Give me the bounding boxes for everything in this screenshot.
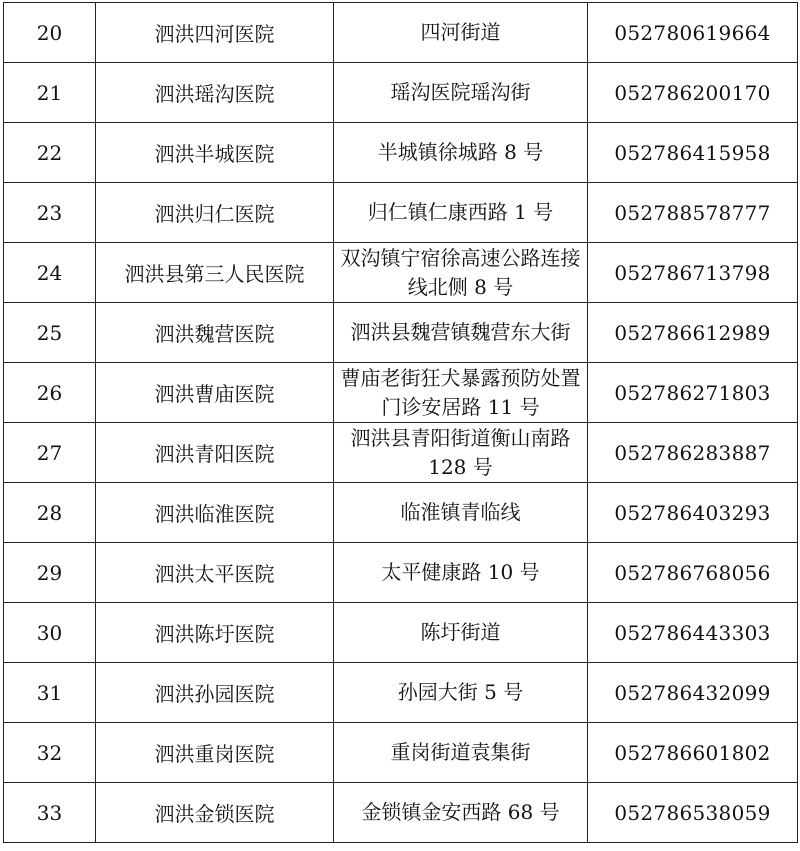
row-number: 24 — [4, 243, 96, 303]
hospital-phone: 052786432099 — [588, 663, 798, 723]
table-body — [4, 3, 798, 843]
hospital-phone: 052786415958 — [588, 123, 798, 183]
table-row — [4, 183, 798, 243]
table-row — [4, 123, 798, 183]
hospital-address: 归仁镇仁康西路 1 号 — [334, 183, 588, 243]
table-row — [4, 723, 798, 783]
table-row — [4, 663, 798, 723]
hospital-name: 泗洪归仁医院 — [96, 183, 334, 243]
hospital-name: 泗洪孙园医院 — [96, 663, 334, 723]
row-number: 26 — [4, 363, 96, 423]
hospital-address: 临淮镇青临线 — [334, 483, 588, 543]
hospital-address: 金锁镇金安西路 68 号 — [334, 783, 588, 843]
row-number: 25 — [4, 303, 96, 363]
table-row — [4, 483, 798, 543]
hospital-phone: 052788578777 — [588, 183, 798, 243]
table-row — [4, 63, 798, 123]
hospital-name: 泗洪县第三人民医院 — [96, 243, 334, 303]
row-number: 20 — [4, 3, 96, 63]
hospital-name: 泗洪陈圩医院 — [96, 603, 334, 663]
hospital-phone: 052786200170 — [588, 63, 798, 123]
hospital-phone: 052786601802 — [588, 723, 798, 783]
row-number: 32 — [4, 723, 96, 783]
table-row — [4, 603, 798, 663]
hospital-address: 曹庙老街狂犬暴露预防处置门诊安居路 11 号 — [334, 363, 588, 423]
row-number: 29 — [4, 543, 96, 603]
row-number: 31 — [4, 663, 96, 723]
hospital-phone: 052786403293 — [588, 483, 798, 543]
hospital-address: 陈圩街道 — [334, 603, 588, 663]
hospital-table — [3, 2, 798, 843]
hospital-address: 重岗街道袁集街 — [334, 723, 588, 783]
row-number: 22 — [4, 123, 96, 183]
hospital-address: 四河街道 — [334, 3, 588, 63]
hospital-name: 泗洪青阳医院 — [96, 423, 334, 483]
hospital-name: 泗洪太平医院 — [96, 543, 334, 603]
table-row — [4, 423, 798, 483]
hospital-address: 双沟镇宁宿徐高速公路连接线北侧 8 号 — [334, 243, 588, 303]
hospital-address: 泗洪县青阳街道衡山南路 128 号 — [334, 423, 588, 483]
row-number: 30 — [4, 603, 96, 663]
hospital-name: 泗洪四河医院 — [96, 3, 334, 63]
hospital-phone: 052786612989 — [588, 303, 798, 363]
row-number: 33 — [4, 783, 96, 843]
hospital-phone: 052786768056 — [588, 543, 798, 603]
hospital-address: 泗洪县魏营镇魏营东大街 — [334, 303, 588, 363]
table-row — [4, 783, 798, 843]
hospital-name: 泗洪曹庙医院 — [96, 363, 334, 423]
hospital-address: 瑶沟医院瑶沟街 — [334, 63, 588, 123]
hospital-phone: 052786271803 — [588, 363, 798, 423]
hospital-name: 泗洪魏营医院 — [96, 303, 334, 363]
row-number: 28 — [4, 483, 96, 543]
hospital-phone: 052786713798 — [588, 243, 798, 303]
hospital-phone: 052786538059 — [588, 783, 798, 843]
table-row — [4, 3, 798, 63]
row-number: 27 — [4, 423, 96, 483]
table-row — [4, 243, 798, 303]
hospital-phone: 052786443303 — [588, 603, 798, 663]
hospital-address: 太平健康路 10 号 — [334, 543, 588, 603]
row-number: 23 — [4, 183, 96, 243]
hospital-address: 孙园大街 5 号 — [334, 663, 588, 723]
row-number: 21 — [4, 63, 96, 123]
hospital-name: 泗洪瑶沟医院 — [96, 63, 334, 123]
hospital-name: 泗洪临淮医院 — [96, 483, 334, 543]
table-row — [4, 303, 798, 363]
hospital-name: 泗洪重岗医院 — [96, 723, 334, 783]
table-row — [4, 543, 798, 603]
hospital-phone: 052786283887 — [588, 423, 798, 483]
table-row — [4, 363, 798, 423]
hospital-phone: 052780619664 — [588, 3, 798, 63]
hospital-name: 泗洪金锁医院 — [96, 783, 334, 843]
hospital-name: 泗洪半城医院 — [96, 123, 334, 183]
hospital-address: 半城镇徐城路 8 号 — [334, 123, 588, 183]
